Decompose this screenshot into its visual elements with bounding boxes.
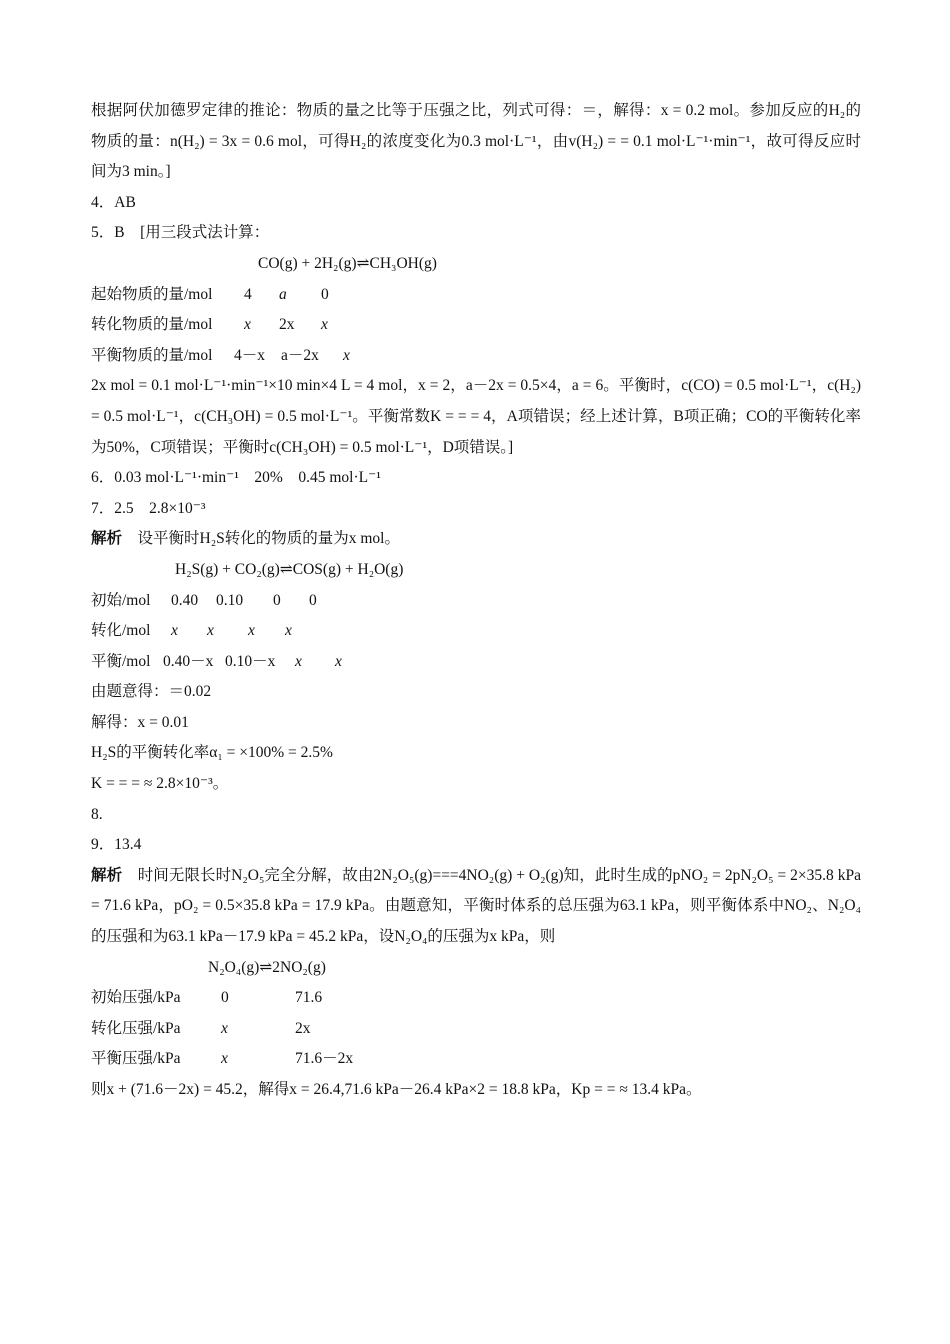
analysis-7	[91, 524, 861, 555]
cell: x	[221, 1050, 228, 1068]
answer-6: 6．0.03 mol·L⁻¹·min⁻¹ 20% 0.45 mol·L⁻¹	[91, 469, 381, 487]
analysis-label: 解析	[91, 530, 123, 548]
cell: 0	[273, 591, 281, 609]
answer-8: 8.	[91, 805, 103, 823]
cell: x	[244, 316, 251, 334]
row-label: 初始压强/kPa	[91, 989, 181, 1007]
cell: 0	[321, 285, 329, 303]
analysis-text: 时间无限长时N₂O₅完全分解，故由2N₂O₅(g)===4NO₂(g) + O₂(g)知，此时生成的pNO₂ = 2pN₂O₅ = 2×35.8 kPa = 71.6 kPa，pO₂ = 0.5×35.8 kPa = 17.9 kPa。由题意知，平衡时体系的总压强为63.1 kPa，则平衡体系中NO₂、N₂O₄的压强和为63.1 kPa－17.9 kPa = 45.2 kPa，设N₂O₄的压强为x kPa，则	[91, 866, 861, 946]
cell: x	[221, 1019, 228, 1037]
cell: 0.10－x	[225, 652, 276, 670]
cell: x	[335, 652, 342, 670]
cell: x	[295, 652, 302, 670]
cell: 71.6－2x	[295, 1050, 354, 1068]
equation-7: H₂S(g) + CO₂(g)⇌COS(g) + H₂O(g)	[175, 560, 404, 578]
row-label: 平衡物质的量/mol	[91, 346, 213, 364]
cell: 2x	[279, 316, 295, 334]
analysis-9	[91, 861, 861, 953]
equation-9: N₂O₄(g)⇌2NO₂(g)	[208, 958, 326, 976]
paragraph-5-calc: 2x mol = 0.1 mol·L⁻¹·min⁻¹×10 min×4 L = 4 mol，x = 2，a－2x = 0.5×4，a = 6。平衡时，c(CO) = 0.5 mol·L⁻¹，c(H₂) = 0.5 mol·L⁻¹，c(CH₃OH) = 0.5 mol·L⁻¹。平衡常数K = = = 4，A项错误；经上述计算，B项正确；CO的平衡转化率为50%，C项错误；平衡时c(CH₃OH) = 0.5 mol·L⁻¹，D项错误。]	[91, 377, 861, 456]
cell: x	[343, 346, 350, 364]
row-label: 转化压强/kPa	[91, 1019, 181, 1037]
row-label: 转化物质的量/mol	[91, 316, 213, 334]
line-7c: H₂S的平衡转化率α₁ = ×100% = 2.5%	[91, 744, 333, 762]
row-label: 平衡压强/kPa	[91, 1050, 181, 1068]
analysis-text: 设平衡时H₂S转化的物质的量为x mol。	[137, 530, 400, 548]
cell: 0	[221, 989, 229, 1007]
table5-row-equilibrium	[91, 341, 861, 372]
cell: x	[207, 622, 214, 640]
cell: 0	[309, 591, 317, 609]
paragraph-avogadro: 根据阿伏加德罗定律的推论：物质的量之比等于压强之比，列式可得：＝，解得：x = 0.2 mol。参加反应的H₂的物质的量：n(H₂) = 3x = 0.6 mol，可得H₂的浓度变化为0.3 mol·L⁻¹，由v(H₂) = = 0.1 mol·L⁻¹·min⁻¹，故可得反应时间为3 min。]	[91, 102, 861, 181]
table7-row-equilibrium	[91, 647, 861, 678]
table7-row-initial	[91, 586, 861, 617]
cell: 2x	[295, 1019, 311, 1037]
cell: 4	[244, 285, 252, 303]
cell: 0.40	[171, 591, 199, 609]
row-label: 初始/mol	[91, 591, 151, 609]
answer-4: 4．AB	[91, 193, 136, 211]
document-page	[91, 96, 861, 1106]
table9-row-change	[91, 1014, 861, 1045]
line-7a: 由题意得：＝0.02	[91, 683, 212, 701]
cell: x	[321, 316, 328, 334]
answer-9: 9．13.4	[91, 836, 142, 854]
answer-7: 7．2.5 2.8×10⁻³	[91, 499, 206, 517]
row-label: 起始物质的量/mol	[91, 285, 213, 303]
row-label: 转化/mol	[91, 622, 151, 640]
cell: 0.10	[216, 591, 244, 609]
cell: 71.6	[295, 989, 323, 1007]
cell: 4－x	[234, 346, 266, 364]
line-7d: K = = = ≈ 2.8×10⁻³。	[91, 775, 229, 793]
cell: x	[248, 622, 255, 640]
table9-row-equilibrium	[91, 1044, 861, 1075]
cell: x	[285, 622, 292, 640]
equation-5: CO(g) + 2H₂(g)⇌CH₃OH(g)	[258, 254, 437, 272]
analysis-label: 解析	[91, 866, 123, 884]
cell: 0.40－x	[163, 652, 214, 670]
table7-row-change	[91, 616, 861, 647]
table5-row-initial	[91, 280, 861, 311]
table9-row-initial	[91, 983, 861, 1014]
cell: a	[279, 285, 287, 303]
cell: a－2x	[281, 346, 319, 364]
answer-5: 5．B [用三段式法计算：	[91, 224, 270, 242]
cell: x	[171, 622, 178, 640]
row-label: 平衡/mol	[91, 652, 151, 670]
line-9-end: 则x + (71.6－2x) = 45.2，解得x = 26.4,71.6 kPa－26.4 kPa×2 = 18.8 kPa，Kp = = ≈ 13.4 kPa。	[91, 1081, 702, 1098]
table5-row-change	[91, 310, 861, 341]
line-7b: 解得：x = 0.01	[91, 713, 189, 731]
